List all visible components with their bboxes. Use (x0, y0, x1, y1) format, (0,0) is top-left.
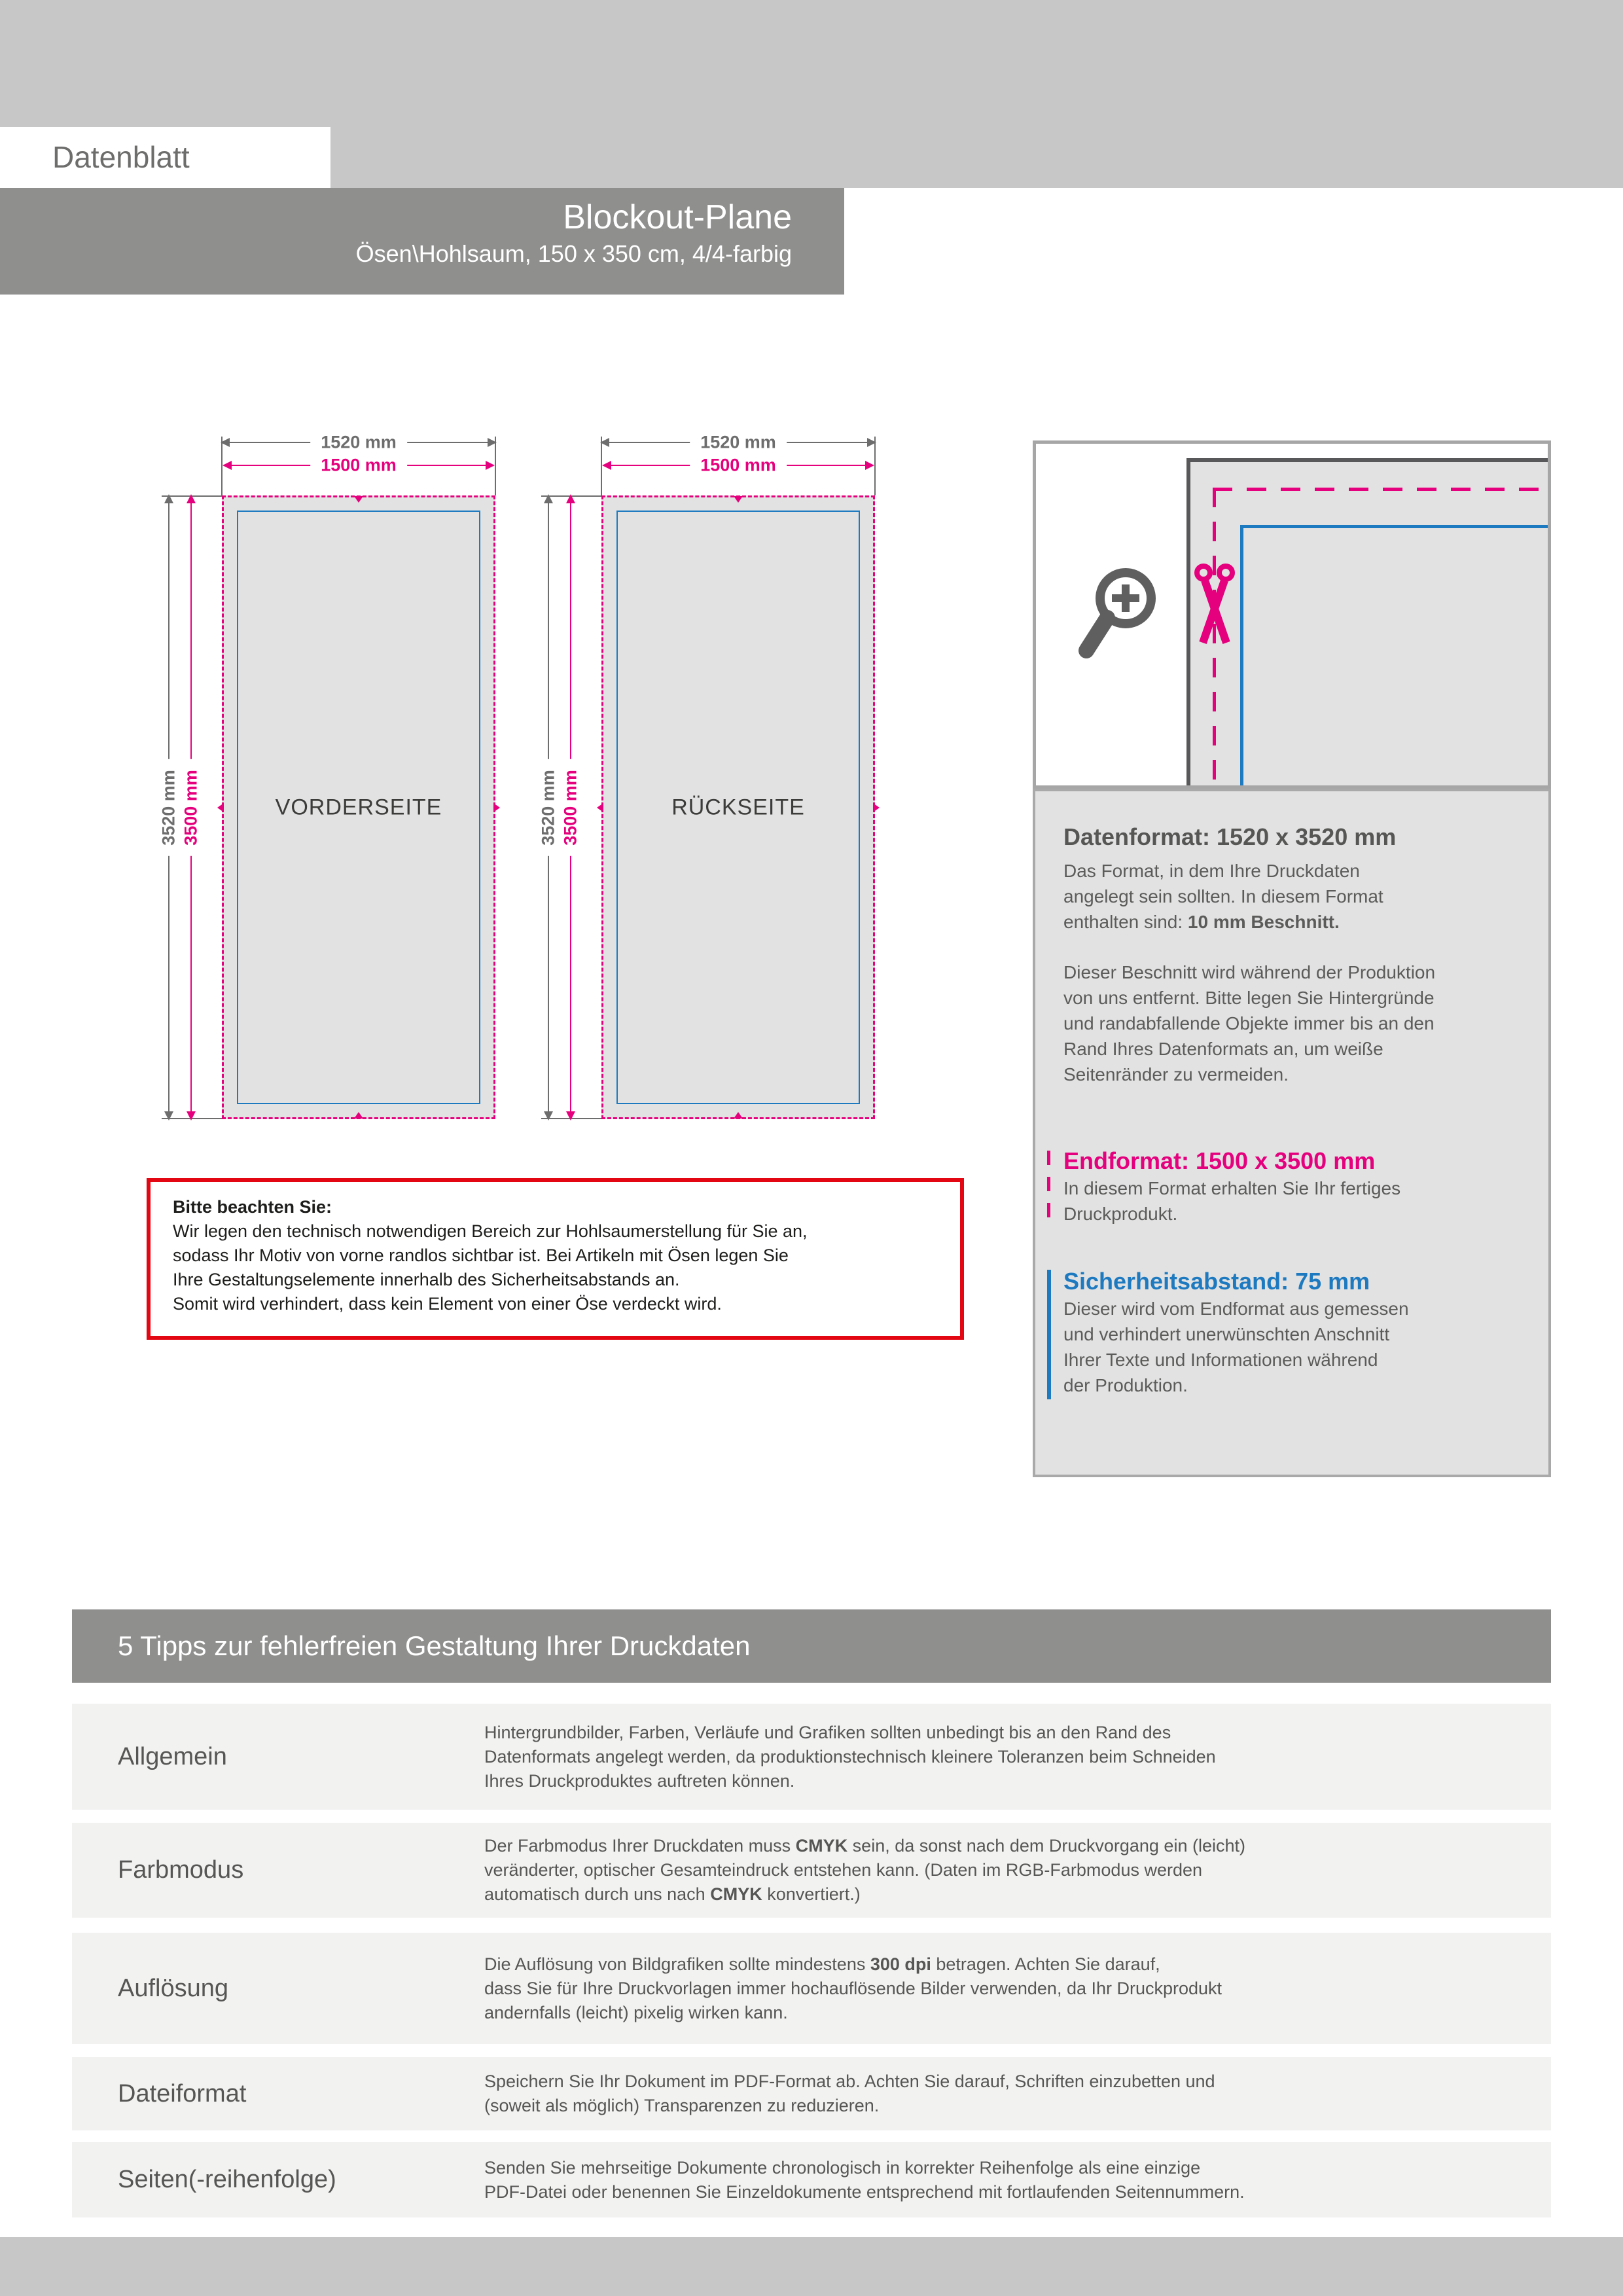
dimension-width-final-front: 1500 mm (224, 465, 493, 466)
tip-row-dateiformat (72, 2057, 1551, 2130)
product-subtitle: Ösen\Hohlsaum, 150 x 350 cm, 4/4-farbig (355, 240, 792, 267)
tip-label: Auflösung (118, 1974, 229, 2002)
center-mark (354, 1112, 363, 1119)
extension-line (221, 437, 223, 495)
cut-line-horizontal (1213, 488, 1548, 491)
center-mark (217, 803, 224, 812)
dimension-width-data-front: 1520 mm (222, 442, 495, 443)
corner-detail-illustration (1033, 440, 1551, 789)
tip-text: Senden Sie mehrseitige Dokumente chronologisch in korrekter Reihenfolge als eine einzige PDF-Datei oder benennen Sie Einzeldokumente entsprechend mit fortlaufenden Seitennummern. (484, 2157, 1245, 2202)
safety-line-vertical (1240, 525, 1243, 785)
scissors-icon (1194, 563, 1236, 648)
tip-row-farbmodus (72, 1823, 1551, 1918)
extension-line (601, 437, 602, 495)
extension-line (495, 437, 496, 495)
dimension-height-data-front: 3520 mm (168, 495, 169, 1119)
dimension-height-final-front: 3500 mm (190, 495, 192, 1119)
product-title-banner (0, 188, 844, 295)
sheet-corner-fill (1190, 462, 1548, 785)
product-title: Blockout-Plane (563, 198, 792, 236)
endformat-block (1063, 1147, 1525, 1227)
tip-text: Der Farbmodus Ihrer Druckdaten muss CMYK sein, da sonst nach dem Druckvorgang ein (leicht) veränderter, optischer Gesamteindruck entstehen kann. (Daten im RGB-Farbmodus werden automatisch durch uns nach CMYK konvertiert.) (484, 1836, 1245, 1904)
figure-front (149, 429, 505, 1136)
center-mark (493, 803, 500, 812)
notice-box (147, 1178, 964, 1340)
tip-label: Dateiformat (118, 2079, 247, 2108)
safety-heading: Sicherheitsabstand: 75 mm (1063, 1268, 1370, 1295)
notice-text: Wir legen den technisch notwendigen Bereich zur Hohlsaumerstellung für Sie an, sodass Ihr Motiv von vorne randlos sichtbar ist. Bei Artikeln mit Ösen legen Sie Ihre Gestaltungselemente innerhalb des Sicherheitsabstands an. Somit wird verhindert, dass kein Element von einer Öse verdeckt wird. (173, 1221, 808, 1314)
datenblatt-tag (0, 127, 330, 188)
front-sheet-area (222, 495, 495, 1119)
dimension-width-data-back: 1520 mm (601, 442, 875, 443)
center-mark (597, 803, 603, 812)
bottom-band (0, 2237, 1623, 2296)
tip-row-allgemein (72, 1704, 1551, 1810)
center-mark (734, 1112, 743, 1119)
endformat-text: In diesem Format erhalten Sie Ihr fertiges Druckprodukt. (1063, 1178, 1401, 1224)
datenblatt-label: Datenblatt (52, 140, 190, 174)
back-side-label: RÜCKSEITE (671, 795, 805, 819)
notice-heading: Bitte beachten Sie: (173, 1197, 332, 1217)
tip-row-seitenreihenfolge (72, 2142, 1551, 2217)
dimension-height-data-back: 3520 mm (548, 495, 549, 1119)
dimension-height-final-back: 3500 mm (570, 495, 571, 1119)
format-info-panel (1033, 789, 1551, 1477)
center-mark (354, 496, 363, 503)
bleed-text: Dieser Beschnitt wird während der Produktion von uns entfernt. Bitte legen Sie Hintergründe und randabfallende Objekte immer bis an den Rand Ihres Datenformats an, um weiße Seitenränder zu vermeiden. (1063, 962, 1436, 1085)
tip-text: Die Auflösung von Bildgrafiken sollte mindestens 300 dpi betragen. Achten Sie darauf, dass Sie für Ihre Druckvorlagen immer hochauflösende Bilder verwenden, da Ihr Druckprodukt andernfalls (leicht) pixelig wirken kann. (484, 1954, 1222, 2022)
safety-text: Dieser wird vom Endformat aus gemessen und verhindert unerwünschten Anschnitt Ihrer Texte und Informationen während der Produktion. (1063, 1299, 1409, 1395)
tip-text: Hintergrundbilder, Farben, Verläufe und Grafiken sollten unbedingt bis an den Rand des Datenformats angelegt werden, da produktionstechnisch kleinere Toleranzen beim Schneiden Ihres Druckproduktes auftreten können. (484, 1722, 1216, 1791)
center-mark (873, 803, 880, 812)
back-sheet-area (601, 495, 875, 1119)
data-format-edge-left (1186, 458, 1190, 785)
center-mark (734, 496, 743, 503)
tips-heading: 5 Tipps zur fehlerfreien Gestaltung Ihrer Druckdaten (118, 1630, 751, 1661)
tip-label: Seiten(-reihenfolge) (118, 2166, 336, 2193)
dimension-width-final-back: 1500 mm (603, 465, 873, 466)
tip-label: Farbmodus (118, 1856, 244, 1884)
safety-line-horizontal (1240, 525, 1548, 528)
safety-block (1063, 1267, 1525, 1398)
data-format-edge-top (1186, 458, 1548, 462)
front-side-label: VORDERSEITE (275, 795, 442, 819)
tip-text: Speichern Sie Ihr Dokument im PDF-Format ab. Achten Sie darauf, Schriften einzubetten und (soweit als möglich) Transparenzen zu reduzieren. (484, 2072, 1215, 2115)
magnifier-zoom-icon (1070, 554, 1168, 658)
tip-row-aufloesung (72, 1933, 1551, 2044)
figure-back (528, 429, 885, 1136)
tips-banner (72, 1609, 1551, 1683)
dataformat-heading: Datenformat: 1520 x 3520 mm (1063, 823, 1397, 850)
extension-line (874, 437, 876, 495)
dataformat-text: Das Format, in dem Ihre Druckdaten angelegt sein sollten. In diesem Format enthalten sind: 10 mm Beschnitt. (1063, 861, 1383, 932)
endformat-heading: Endformat: 1500 x 3500 mm (1063, 1147, 1376, 1174)
tip-label: Allgemein (118, 1742, 227, 1770)
